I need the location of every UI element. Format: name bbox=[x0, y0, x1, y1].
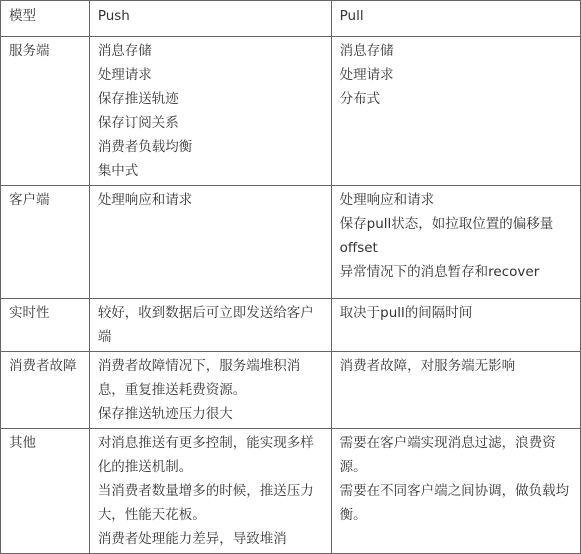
header-push: Push bbox=[89, 1, 331, 37]
cell-line: 处理响应和请求 bbox=[97, 192, 193, 208]
cell-line: 分布式 bbox=[339, 91, 381, 107]
table-row-client bbox=[1, 186, 581, 299]
row-label-consumer-failure: 消费者故障 bbox=[1, 352, 90, 429]
pull-cell-consumer-failure bbox=[331, 352, 580, 429]
cell-line: 保存订阅关系 bbox=[97, 115, 179, 131]
cell-line: 保存推送轨迹 bbox=[97, 91, 179, 107]
table-row-realtime bbox=[1, 299, 581, 352]
cell-line: offset bbox=[339, 240, 378, 256]
cell-line: 处理响应和请求 bbox=[339, 192, 435, 208]
table-header-row bbox=[1, 1, 581, 37]
cell-line: 消费者处理能力差异，导致堆消 bbox=[97, 531, 287, 547]
cell-line: 对消息推送有更多控制，能实现多样化的推送机制。 bbox=[97, 435, 314, 475]
cell-line: 消费者负载均衡 bbox=[97, 139, 193, 155]
cell-line: 较好，收到数据后可立即发送给客户端 bbox=[97, 305, 314, 345]
header-model: 模型 bbox=[1, 1, 90, 37]
cell-line: 当消费者数量增多的时候，推送压力大，性能天花板。 bbox=[97, 483, 314, 523]
cell-line: 需要在不同客户端之间协调，做负载均衡。 bbox=[339, 483, 570, 523]
cell-line: 集中式 bbox=[97, 163, 139, 179]
cell-line: 取决于pull的间隔时间 bbox=[339, 305, 473, 321]
table-row-server bbox=[1, 37, 581, 186]
row-label-other: 其他 bbox=[1, 429, 90, 554]
cell-line: 消息存储 bbox=[339, 43, 394, 59]
push-cell-other bbox=[89, 429, 331, 554]
row-label-server: 服务端 bbox=[1, 37, 90, 186]
table-row-other bbox=[1, 429, 581, 554]
pull-cell-client bbox=[331, 186, 580, 299]
pull-cell-other bbox=[331, 429, 580, 554]
cell-line: 消息存储 bbox=[97, 43, 152, 59]
push-cell-consumer-failure bbox=[89, 352, 331, 429]
cell-line: 保存推送轨迹压力很大 bbox=[97, 406, 233, 422]
push-cell-client bbox=[89, 186, 331, 299]
row-label-realtime: 实时性 bbox=[1, 299, 90, 352]
row-label-client: 客户端 bbox=[1, 186, 90, 299]
cell-line: 需要在客户端实现消息过滤，浪费资源。 bbox=[339, 435, 556, 475]
push-cell-realtime bbox=[89, 299, 331, 352]
header-pull: Pull bbox=[331, 1, 580, 37]
table-row-consumer-failure bbox=[1, 352, 581, 429]
cell-line: 消费者故障情况下，服务端堆积消息，重复推送耗费资源。 bbox=[97, 358, 301, 398]
cell-line: 处理请求 bbox=[97, 67, 152, 83]
cell-line: 异常情况下的消息暂存和recover bbox=[339, 264, 540, 280]
pull-cell-realtime bbox=[331, 299, 580, 352]
cell-line: 保存pull状态，如拉取位置的偏移量 bbox=[339, 216, 554, 232]
push-cell-server bbox=[89, 37, 331, 186]
pull-cell-server bbox=[331, 37, 580, 186]
cell-line: 消费者故障，对服务端无影响 bbox=[339, 358, 516, 374]
cell-line: 处理请求 bbox=[339, 67, 394, 83]
